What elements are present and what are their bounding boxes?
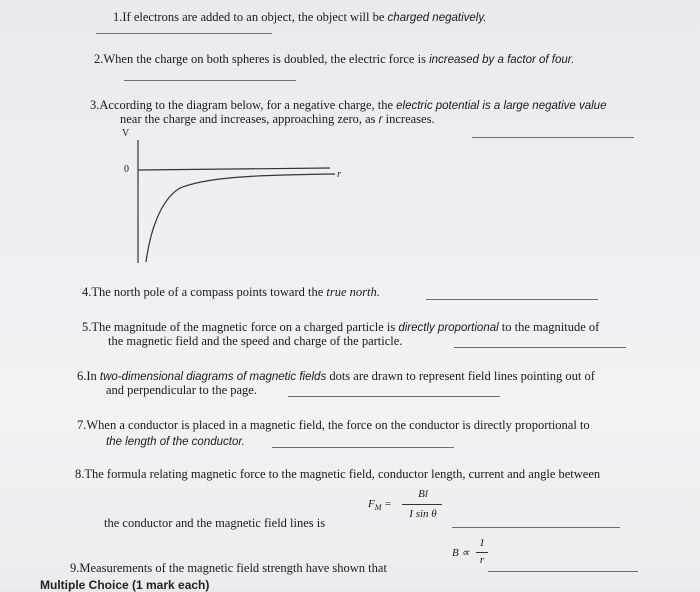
formula-b-fraction-bar — [476, 552, 488, 553]
graph-y-label: V — [122, 128, 130, 139]
question-6-answer: two-dimensional diagrams of magnetic fields — [99, 371, 327, 383]
question-7-line-1: 7.When a conductor is placed in a magnetic field, the force on the conductor is directly proportional to — [77, 418, 590, 432]
question-8-blank[interactable] — [452, 527, 620, 528]
question-2-text: 2.When the charge on both spheres is doubled, the electric force is — [94, 52, 430, 66]
question-4-answer: true north. — [326, 285, 380, 299]
question-6-line-2: and perpendicular to the page. — [106, 383, 257, 397]
question-1-answer: charged negatively. — [387, 12, 487, 24]
question-6-prefix: 6.In — [77, 369, 100, 383]
formula-b-lhs: B ∝ — [452, 547, 470, 559]
variable-r: r — [378, 114, 383, 126]
question-7-answer: the length of the conductor. — [106, 436, 245, 448]
question-6-line-1 — [77, 369, 595, 384]
question-6-blank[interactable] — [288, 396, 500, 397]
question-4-text: 4.The north pole of a compass points toward the — [82, 285, 327, 299]
question-5-line-1 — [82, 320, 599, 335]
question-3-answer: electric potential is a large negative value — [396, 100, 607, 112]
question-7-blank[interactable] — [272, 447, 454, 448]
formula-fm-numerator: Bl — [418, 488, 428, 500]
question-1-text: 1.If electrons are added to an object, the object will be — [113, 10, 388, 24]
question-8-line-2: the conductor and the magnetic field lines is — [104, 516, 326, 530]
question-9-blank[interactable] — [488, 571, 638, 572]
question-3-text: 3.According to the diagram below, for a negative charge, the — [90, 98, 397, 112]
question-3-text-2: near the charge and increases, approaching zero, as — [120, 112, 379, 126]
graph-x-label: r — [337, 169, 341, 180]
question-2-answer: increased by a factor of four. — [429, 54, 575, 66]
question-3-text-3: increases. — [382, 112, 435, 126]
graph-zero-label: 0 — [124, 164, 129, 175]
formula-b-numerator: 1 — [479, 537, 485, 549]
question-5-line-2: the magnetic field and the speed and charge of the particle. — [108, 334, 403, 348]
question-4-blank[interactable] — [426, 299, 598, 300]
question-9: 9.Measurements of the magnetic field strength have shown that — [70, 561, 387, 575]
question-5-text: 5.The magnitude of the magnetic force on a charged particle is — [82, 320, 399, 334]
question-5-answer: directly proportional — [398, 322, 499, 334]
question-8-line-1: 8.The formula relating magnetic force to the magnetic field, conductor length, current and angle between — [75, 467, 601, 481]
potential-curve — [146, 174, 335, 262]
question-7-line-2 — [106, 434, 245, 449]
section-heading-multiple-choice: Multiple Choice (1 mark each) — [40, 578, 210, 592]
graph-x-axis — [138, 168, 330, 170]
formula-fm-lhs: $F_M$ = — [368, 498, 392, 513]
question-5-text-2: to the magnitude of — [498, 320, 600, 334]
formula-b-denominator: r — [479, 554, 485, 566]
formula-fm-denominator: I sin θ — [409, 508, 437, 520]
question-5-blank[interactable] — [454, 347, 626, 348]
question-4 — [82, 285, 380, 299]
formula-fm-fraction-bar — [402, 504, 442, 505]
question-6-text: dots are drawn to represent field lines pointing out of — [326, 369, 595, 383]
